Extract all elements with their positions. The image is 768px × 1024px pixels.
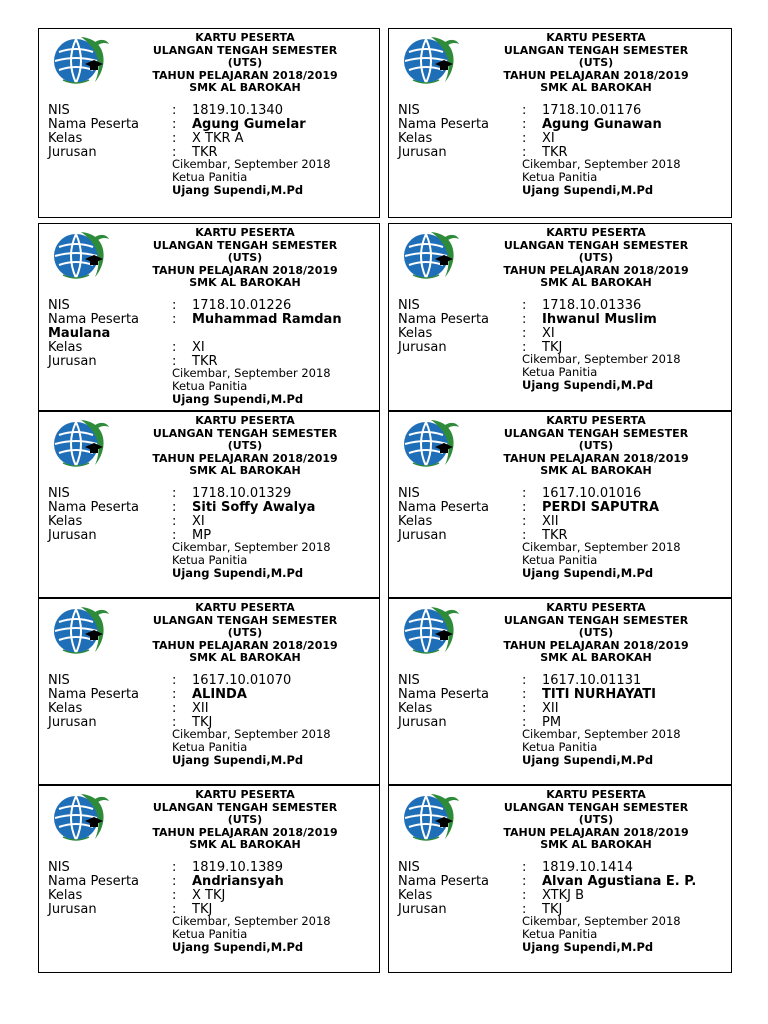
exam-name: ULANGAN TENGAH SEMESTER: [152, 613, 338, 627]
colon: :: [522, 117, 527, 132]
nis-row: [398, 674, 641, 688]
exam-abbrev: (UTS): [578, 251, 614, 265]
name-row: [398, 313, 657, 327]
school-name: SMK AL BAROKAH: [540, 276, 652, 290]
major-value: TKR: [192, 354, 218, 369]
colon: :: [172, 673, 177, 688]
place-date: Cikembar, September 2018: [172, 540, 331, 554]
school-logo-icon: [401, 417, 461, 471]
signer-name: Ujang Supendi,M.Pd: [172, 566, 304, 580]
nis-value: 1819.10.1414: [542, 860, 633, 875]
colon: :: [522, 103, 527, 118]
nis-row: [48, 104, 283, 118]
exam-abbrev: (UTS): [227, 56, 263, 70]
colon: :: [172, 715, 177, 730]
class-label: Kelas: [398, 888, 433, 903]
class-value: X TKR A: [192, 131, 244, 146]
nis-row: [48, 861, 283, 875]
signer-role: Ketua Panitia: [522, 170, 598, 184]
school-logo-icon: [401, 34, 461, 88]
exam-name: ULANGAN TENGAH SEMESTER: [503, 43, 689, 57]
name-label: Nama Peserta: [48, 874, 140, 889]
colon: :: [522, 687, 527, 702]
place-date: Cikembar, September 2018: [522, 540, 681, 554]
name-row: [48, 875, 284, 889]
nis-value: 1617.10.01131: [542, 673, 642, 688]
signer-name: Ujang Supendi,M.Pd: [522, 753, 654, 767]
participant-card: [388, 28, 732, 218]
name-value: Andriansyah: [192, 874, 284, 889]
signer-role: Ketua Panitia: [522, 927, 598, 941]
major-label: Jurusan: [48, 145, 97, 160]
major-value: PM: [542, 715, 562, 730]
class-label: Kelas: [48, 514, 83, 529]
class-value: XI: [542, 131, 555, 146]
participant-card: [38, 411, 380, 598]
place-date: Cikembar, September 2018: [172, 914, 331, 928]
name-row: [48, 688, 247, 702]
nis-value: 1617.10.01016: [542, 486, 642, 501]
participant-card: [38, 223, 380, 411]
school-name: SMK AL BAROKAH: [189, 464, 301, 478]
signer-role: Ketua Panitia: [172, 927, 248, 941]
exam-name: ULANGAN TENGAH SEMESTER: [503, 238, 689, 252]
nis-label: NIS: [398, 486, 420, 501]
card-header: [467, 227, 725, 290]
colon: :: [522, 715, 527, 730]
name-label: Nama Peserta: [398, 874, 490, 889]
academic-year: TAHUN PELAJARAN 2018/2019: [503, 68, 689, 82]
name-value: Alvan Agustiana E. P.: [542, 874, 697, 889]
colon: :: [522, 131, 527, 146]
colon: :: [522, 500, 527, 515]
nis-label: NIS: [398, 298, 420, 313]
major-label: Jurusan: [398, 145, 447, 160]
class-label: Kelas: [48, 340, 83, 355]
name-label: Nama Peserta: [398, 312, 490, 327]
class-label: Kelas: [48, 131, 83, 146]
class-row: [398, 327, 555, 341]
school-name: SMK AL BAROKAH: [189, 81, 301, 95]
colon: :: [172, 500, 177, 515]
card-title: KARTU PESERTA: [195, 31, 295, 44]
colon: :: [172, 298, 177, 313]
class-label: Kelas: [398, 701, 433, 716]
school-logo-icon: [401, 229, 461, 283]
signer-role: Ketua Panitia: [172, 740, 248, 754]
nis-label: NIS: [398, 103, 420, 118]
card-title: KARTU PESERTA: [195, 601, 295, 614]
signer-name: Ujang Supendi,M.Pd: [522, 566, 654, 580]
name-row: [48, 118, 306, 132]
nis-label: NIS: [398, 860, 420, 875]
major-value: MP: [192, 528, 212, 543]
class-value: X TKJ: [192, 888, 226, 903]
nis-row: [398, 104, 641, 118]
academic-year: TAHUN PELAJARAN 2018/2019: [503, 451, 689, 465]
card-header: [117, 415, 373, 478]
name-label: Nama Peserta: [398, 500, 490, 515]
class-label: Kelas: [398, 514, 433, 529]
signature-block: [172, 915, 331, 954]
class-row: [48, 341, 205, 355]
academic-year: TAHUN PELAJARAN 2018/2019: [152, 825, 338, 839]
name-row: [398, 501, 659, 515]
major-label: Jurusan: [48, 528, 97, 543]
signer-role: Ketua Panitia: [522, 553, 598, 567]
exam-abbrev: (UTS): [578, 56, 614, 70]
exam-abbrev: (UTS): [578, 626, 614, 640]
exam-name: ULANGAN TENGAH SEMESTER: [503, 613, 689, 627]
class-row: [398, 132, 555, 146]
class-label: Kelas: [48, 888, 83, 903]
nis-value: 1617.10.01070: [192, 673, 292, 688]
place-date: Cikembar, September 2018: [522, 352, 681, 366]
class-value: XTKJ B: [542, 888, 585, 903]
colon: :: [172, 103, 177, 118]
colon: :: [522, 326, 527, 341]
colon: :: [172, 340, 177, 355]
class-value: XII: [192, 701, 209, 716]
place-date: Cikembar, September 2018: [522, 157, 681, 171]
signer-name: Ujang Supendi,M.Pd: [522, 940, 654, 954]
card-title: KARTU PESERTA: [546, 788, 646, 801]
participant-card: [388, 223, 732, 411]
nis-row: [398, 487, 641, 501]
class-row: [48, 515, 205, 529]
signer-role: Ketua Panitia: [172, 170, 248, 184]
exam-name: ULANGAN TENGAH SEMESTER: [152, 800, 338, 814]
colon: :: [522, 528, 527, 543]
major-label: Jurusan: [48, 354, 97, 369]
school-name: SMK AL BAROKAH: [540, 838, 652, 852]
colon: :: [522, 298, 527, 313]
name-value: Muhammad Ramdan: [192, 312, 342, 327]
signer-name: Ujang Supendi,M.Pd: [172, 940, 304, 954]
signer-role: Ketua Panitia: [172, 379, 248, 393]
colon: :: [172, 902, 177, 917]
name-label: Nama Peserta: [398, 687, 490, 702]
place-date: Cikembar, September 2018: [522, 914, 681, 928]
card-header: [117, 602, 373, 665]
major-label: Jurusan: [398, 715, 447, 730]
school-logo-icon: [401, 791, 461, 845]
colon: :: [172, 528, 177, 543]
colon: :: [172, 701, 177, 716]
class-label: Kelas: [398, 326, 433, 341]
name-row: [48, 313, 342, 327]
colon: :: [522, 486, 527, 501]
class-value: XII: [542, 701, 559, 716]
name-value: TITI NURHAYATI: [542, 687, 657, 702]
card-title: KARTU PESERTA: [195, 788, 295, 801]
class-row: [48, 132, 244, 146]
class-row: [398, 889, 584, 903]
colon: :: [172, 888, 177, 903]
nis-label: NIS: [48, 486, 70, 501]
place-date: Cikembar, September 2018: [172, 727, 331, 741]
signature-block: [172, 158, 331, 197]
nis-label: NIS: [48, 103, 70, 118]
participant-card: [38, 28, 380, 218]
name-value: PERDI SAPUTRA: [542, 500, 660, 515]
colon: :: [172, 486, 177, 501]
nis-value: 1819.10.1389: [192, 860, 283, 875]
class-row: [398, 702, 559, 716]
name-label: Nama Peserta: [48, 312, 140, 327]
exam-name: ULANGAN TENGAH SEMESTER: [152, 238, 338, 252]
name-label: Nama Peserta: [48, 500, 140, 515]
nis-value: 1718.10.01329: [192, 486, 292, 501]
nis-row: [48, 674, 291, 688]
academic-year: TAHUN PELAJARAN 2018/2019: [503, 825, 689, 839]
participant-card: [388, 785, 732, 973]
colon: :: [172, 354, 177, 369]
card-header: [467, 415, 725, 478]
colon: :: [522, 145, 527, 160]
major-label: Jurusan: [48, 715, 97, 730]
major-label: Jurusan: [398, 902, 447, 917]
participant-card: [38, 785, 380, 973]
academic-year: TAHUN PELAJARAN 2018/2019: [152, 68, 338, 82]
class-value: XI: [542, 326, 555, 341]
signature-block: [172, 728, 331, 767]
name-row: [398, 688, 656, 702]
school-name: SMK AL BAROKAH: [540, 81, 652, 95]
major-value: TKR: [192, 145, 218, 160]
exam-abbrev: (UTS): [578, 439, 614, 453]
colon: :: [522, 673, 527, 688]
nis-value: 1718.10.01226: [192, 298, 292, 313]
name-continuation: Maulana: [48, 326, 111, 341]
colon: :: [522, 874, 527, 889]
exam-abbrev: (UTS): [227, 626, 263, 640]
nis-row: [48, 487, 291, 501]
school-name: SMK AL BAROKAH: [189, 651, 301, 665]
colon: :: [172, 514, 177, 529]
class-label: Kelas: [398, 131, 433, 146]
class-row: [398, 515, 559, 529]
academic-year: TAHUN PELAJARAN 2018/2019: [152, 451, 338, 465]
name-value: ALINDA: [192, 687, 247, 702]
name-row: [398, 875, 696, 889]
card-header: [117, 227, 373, 290]
card-title: KARTU PESERTA: [546, 414, 646, 427]
nis-label: NIS: [48, 298, 70, 313]
major-value: TKJ: [542, 902, 563, 917]
major-label: Jurusan: [48, 902, 97, 917]
nis-value: 1718.10.01336: [542, 298, 642, 313]
signature-block: [522, 158, 681, 197]
signature-block: [522, 915, 681, 954]
exam-abbrev: (UTS): [227, 439, 263, 453]
participant-card: [388, 598, 732, 785]
place-date: Cikembar, September 2018: [522, 727, 681, 741]
participant-card: [388, 411, 732, 598]
card-title: KARTU PESERTA: [195, 226, 295, 239]
colon: :: [522, 701, 527, 716]
name-value: Agung Gumelar: [192, 117, 306, 132]
signer-role: Ketua Panitia: [522, 740, 598, 754]
exam-abbrev: (UTS): [227, 813, 263, 827]
nis-label: NIS: [48, 860, 70, 875]
card-title: KARTU PESERTA: [195, 414, 295, 427]
signature-block: [172, 541, 331, 580]
colon: :: [172, 687, 177, 702]
class-label: Kelas: [48, 701, 83, 716]
academic-year: TAHUN PELAJARAN 2018/2019: [152, 638, 338, 652]
colon: :: [172, 145, 177, 160]
major-value: TKR: [542, 528, 568, 543]
colon: :: [172, 131, 177, 146]
place-date: Cikembar, September 2018: [172, 366, 331, 380]
nis-label: NIS: [398, 673, 420, 688]
school-name: SMK AL BAROKAH: [189, 276, 301, 290]
nis-row: [48, 299, 291, 313]
card-header: [467, 32, 725, 95]
school-logo-icon: [51, 229, 111, 283]
school-logo-icon: [51, 604, 111, 658]
signature-block: [172, 367, 331, 406]
signer-role: Ketua Panitia: [172, 553, 248, 567]
signer-name: Ujang Supendi,M.Pd: [172, 753, 304, 767]
class-value: XI: [192, 514, 205, 529]
major-value: TKJ: [542, 340, 563, 355]
name-label: Nama Peserta: [48, 687, 140, 702]
signer-name: Ujang Supendi,M.Pd: [522, 183, 654, 197]
colon: :: [522, 860, 527, 875]
name-label: Nama Peserta: [398, 117, 490, 132]
class-row: [48, 702, 209, 716]
name-row: [48, 501, 315, 515]
signature-block: [522, 728, 681, 767]
exam-name: ULANGAN TENGAH SEMESTER: [152, 426, 338, 440]
colon: :: [522, 902, 527, 917]
signer-role: Ketua Panitia: [522, 365, 598, 379]
signer-name: Ujang Supendi,M.Pd: [172, 392, 304, 406]
school-name: SMK AL BAROKAH: [540, 651, 652, 665]
academic-year: TAHUN PELAJARAN 2018/2019: [152, 263, 338, 277]
nis-value: 1718.10.01176: [542, 103, 642, 118]
major-label: Jurusan: [398, 340, 447, 355]
nis-value: 1819.10.1340: [192, 103, 283, 118]
academic-year: TAHUN PELAJARAN 2018/2019: [503, 263, 689, 277]
card-title: KARTU PESERTA: [546, 601, 646, 614]
class-row: [48, 889, 225, 903]
colon: :: [522, 888, 527, 903]
colon: :: [172, 117, 177, 132]
major-value: TKR: [542, 145, 568, 160]
name-value: Ihwanul Muslim: [542, 312, 657, 327]
colon: :: [172, 874, 177, 889]
name-row: [398, 118, 662, 132]
card-header: [117, 32, 373, 95]
card-header: [467, 602, 725, 665]
colon: :: [522, 514, 527, 529]
nis-row: [398, 299, 641, 313]
major-value: TKJ: [192, 715, 213, 730]
school-name: SMK AL BAROKAH: [540, 464, 652, 478]
school-logo-icon: [51, 417, 111, 471]
class-value: XI: [192, 340, 205, 355]
exam-name: ULANGAN TENGAH SEMESTER: [503, 800, 689, 814]
signer-name: Ujang Supendi,M.Pd: [172, 183, 304, 197]
exam-name: ULANGAN TENGAH SEMESTER: [152, 43, 338, 57]
signature-block: [522, 541, 681, 580]
exam-abbrev: (UTS): [578, 813, 614, 827]
card-title: KARTU PESERTA: [546, 31, 646, 44]
nis-label: NIS: [48, 673, 70, 688]
major-label: Jurusan: [398, 528, 447, 543]
exam-name: ULANGAN TENGAH SEMESTER: [503, 426, 689, 440]
school-logo-icon: [51, 34, 111, 88]
card-title: KARTU PESERTA: [546, 226, 646, 239]
school-name: SMK AL BAROKAH: [189, 838, 301, 852]
colon: :: [522, 312, 527, 327]
class-value: XII: [542, 514, 559, 529]
signer-name: Ujang Supendi,M.Pd: [522, 378, 654, 392]
colon: :: [172, 860, 177, 875]
major-value: TKJ: [192, 902, 213, 917]
name-label: Nama Peserta: [48, 117, 140, 132]
name-value: Agung Gunawan: [542, 117, 662, 132]
card-header: [117, 789, 373, 852]
place-date: Cikembar, September 2018: [172, 157, 331, 171]
exam-abbrev: (UTS): [227, 251, 263, 265]
academic-year: TAHUN PELAJARAN 2018/2019: [503, 638, 689, 652]
school-logo-icon: [401, 604, 461, 658]
nis-row: [398, 861, 633, 875]
participant-card: [38, 598, 380, 785]
colon: :: [522, 340, 527, 355]
signature-block: [522, 353, 681, 392]
school-logo-icon: [51, 791, 111, 845]
colon: :: [172, 312, 177, 327]
card-header: [467, 789, 725, 852]
name-value: Siti Soffy Awalya: [192, 500, 316, 515]
